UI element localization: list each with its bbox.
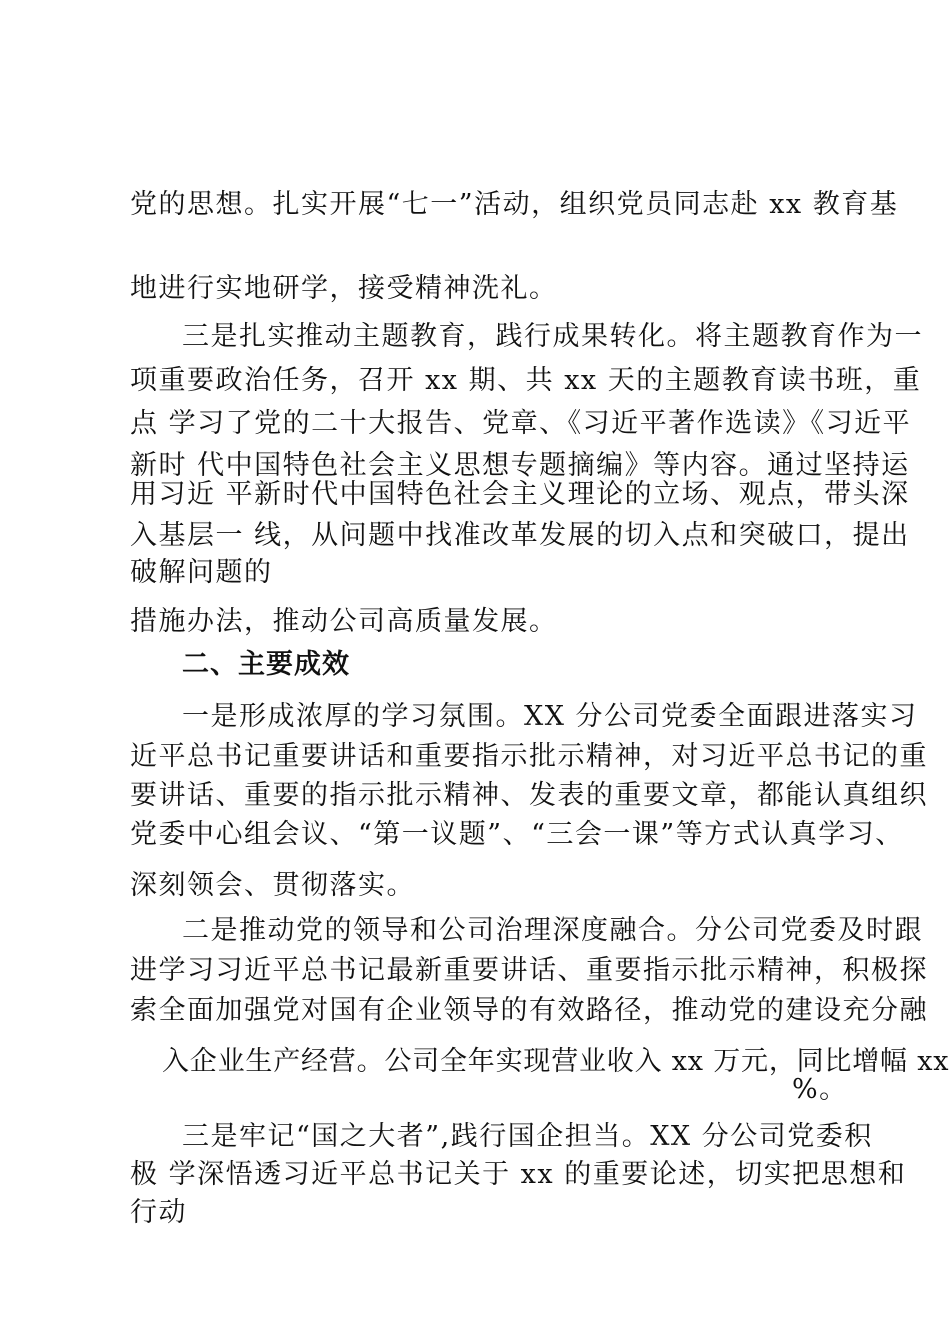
paragraph-line: 党的思想。扎实开展“七一”活动，组织党员同志赴 xx 教育基: [130, 189, 899, 220]
paragraph-line: 地进行实地研学，接受精神洗礼。: [130, 273, 558, 304]
paragraph-line: 一是形成浓厚的学习氛围。XX 分公司党委全面跟进落实习: [182, 701, 918, 732]
paragraph-line: 索全面加强党对国有企业领导的有效路径，推动党的建设充分融: [130, 995, 928, 1026]
paragraph-line: 点 学习了党的二十大报告、党章、《习近平著作选读》《习近平: [130, 408, 912, 439]
paragraph-line: 极 学深悟透习近平总书记关于 xx 的重要论述，切实把思想和: [130, 1159, 907, 1190]
paragraph-line: 深刻领会、贯彻落实。: [130, 870, 415, 901]
paragraph-line: 行动: [130, 1197, 187, 1228]
paragraph-line: 进学习习近平总书记最新重要讲话、重要指示批示精神，积极探: [130, 955, 928, 986]
paragraph-line: 破解问题的: [130, 557, 273, 588]
section-heading: 二、主要成效: [182, 649, 350, 680]
paragraph-line: 入基层一 线，从问题中找准改革发展的切入点和突破口，提出: [130, 520, 910, 551]
paragraph-line: 党委中心组会议、“第一议题”、“三会一课”等方式认真学习、: [130, 819, 904, 850]
paragraph-line: 措施办法，推动公司高质量发展。: [130, 606, 558, 637]
paragraph-line: 近平总书记重要讲话和重要指示批示精神，对习近平总书记的重: [130, 741, 928, 772]
paragraph-line: 二是推动党的领导和公司治理深度融合。分公司党委及时跟: [182, 915, 923, 946]
paragraph-line: 三是牢记“国之大者”,践行国企担当。XX 分公司党委积: [182, 1121, 873, 1152]
paragraph-line: %。: [792, 1074, 848, 1105]
paragraph-line: 新时 代中国特色社会主义思想专题摘编》等内容。通过坚持运: [130, 450, 910, 481]
paragraph-line: 用习近 平新时代中国特色社会主义理论的立场、观点，带头深: [130, 479, 910, 510]
paragraph-line: 要讲话、重要的指示批示精神、发表的重要文章，都能认真组织: [130, 780, 928, 811]
paragraph-line: 入企业生产经营。公司全年实现营业收入 xx 万元，同比增幅 xx: [162, 1046, 950, 1077]
paragraph-line: 项重要政治任务，召开 xx 期、共 xx 天的主题教育读书班，重: [130, 365, 922, 396]
paragraph-line: 三是扎实推动主题教育，践行成果转化。将主题教育作为一: [182, 321, 923, 352]
